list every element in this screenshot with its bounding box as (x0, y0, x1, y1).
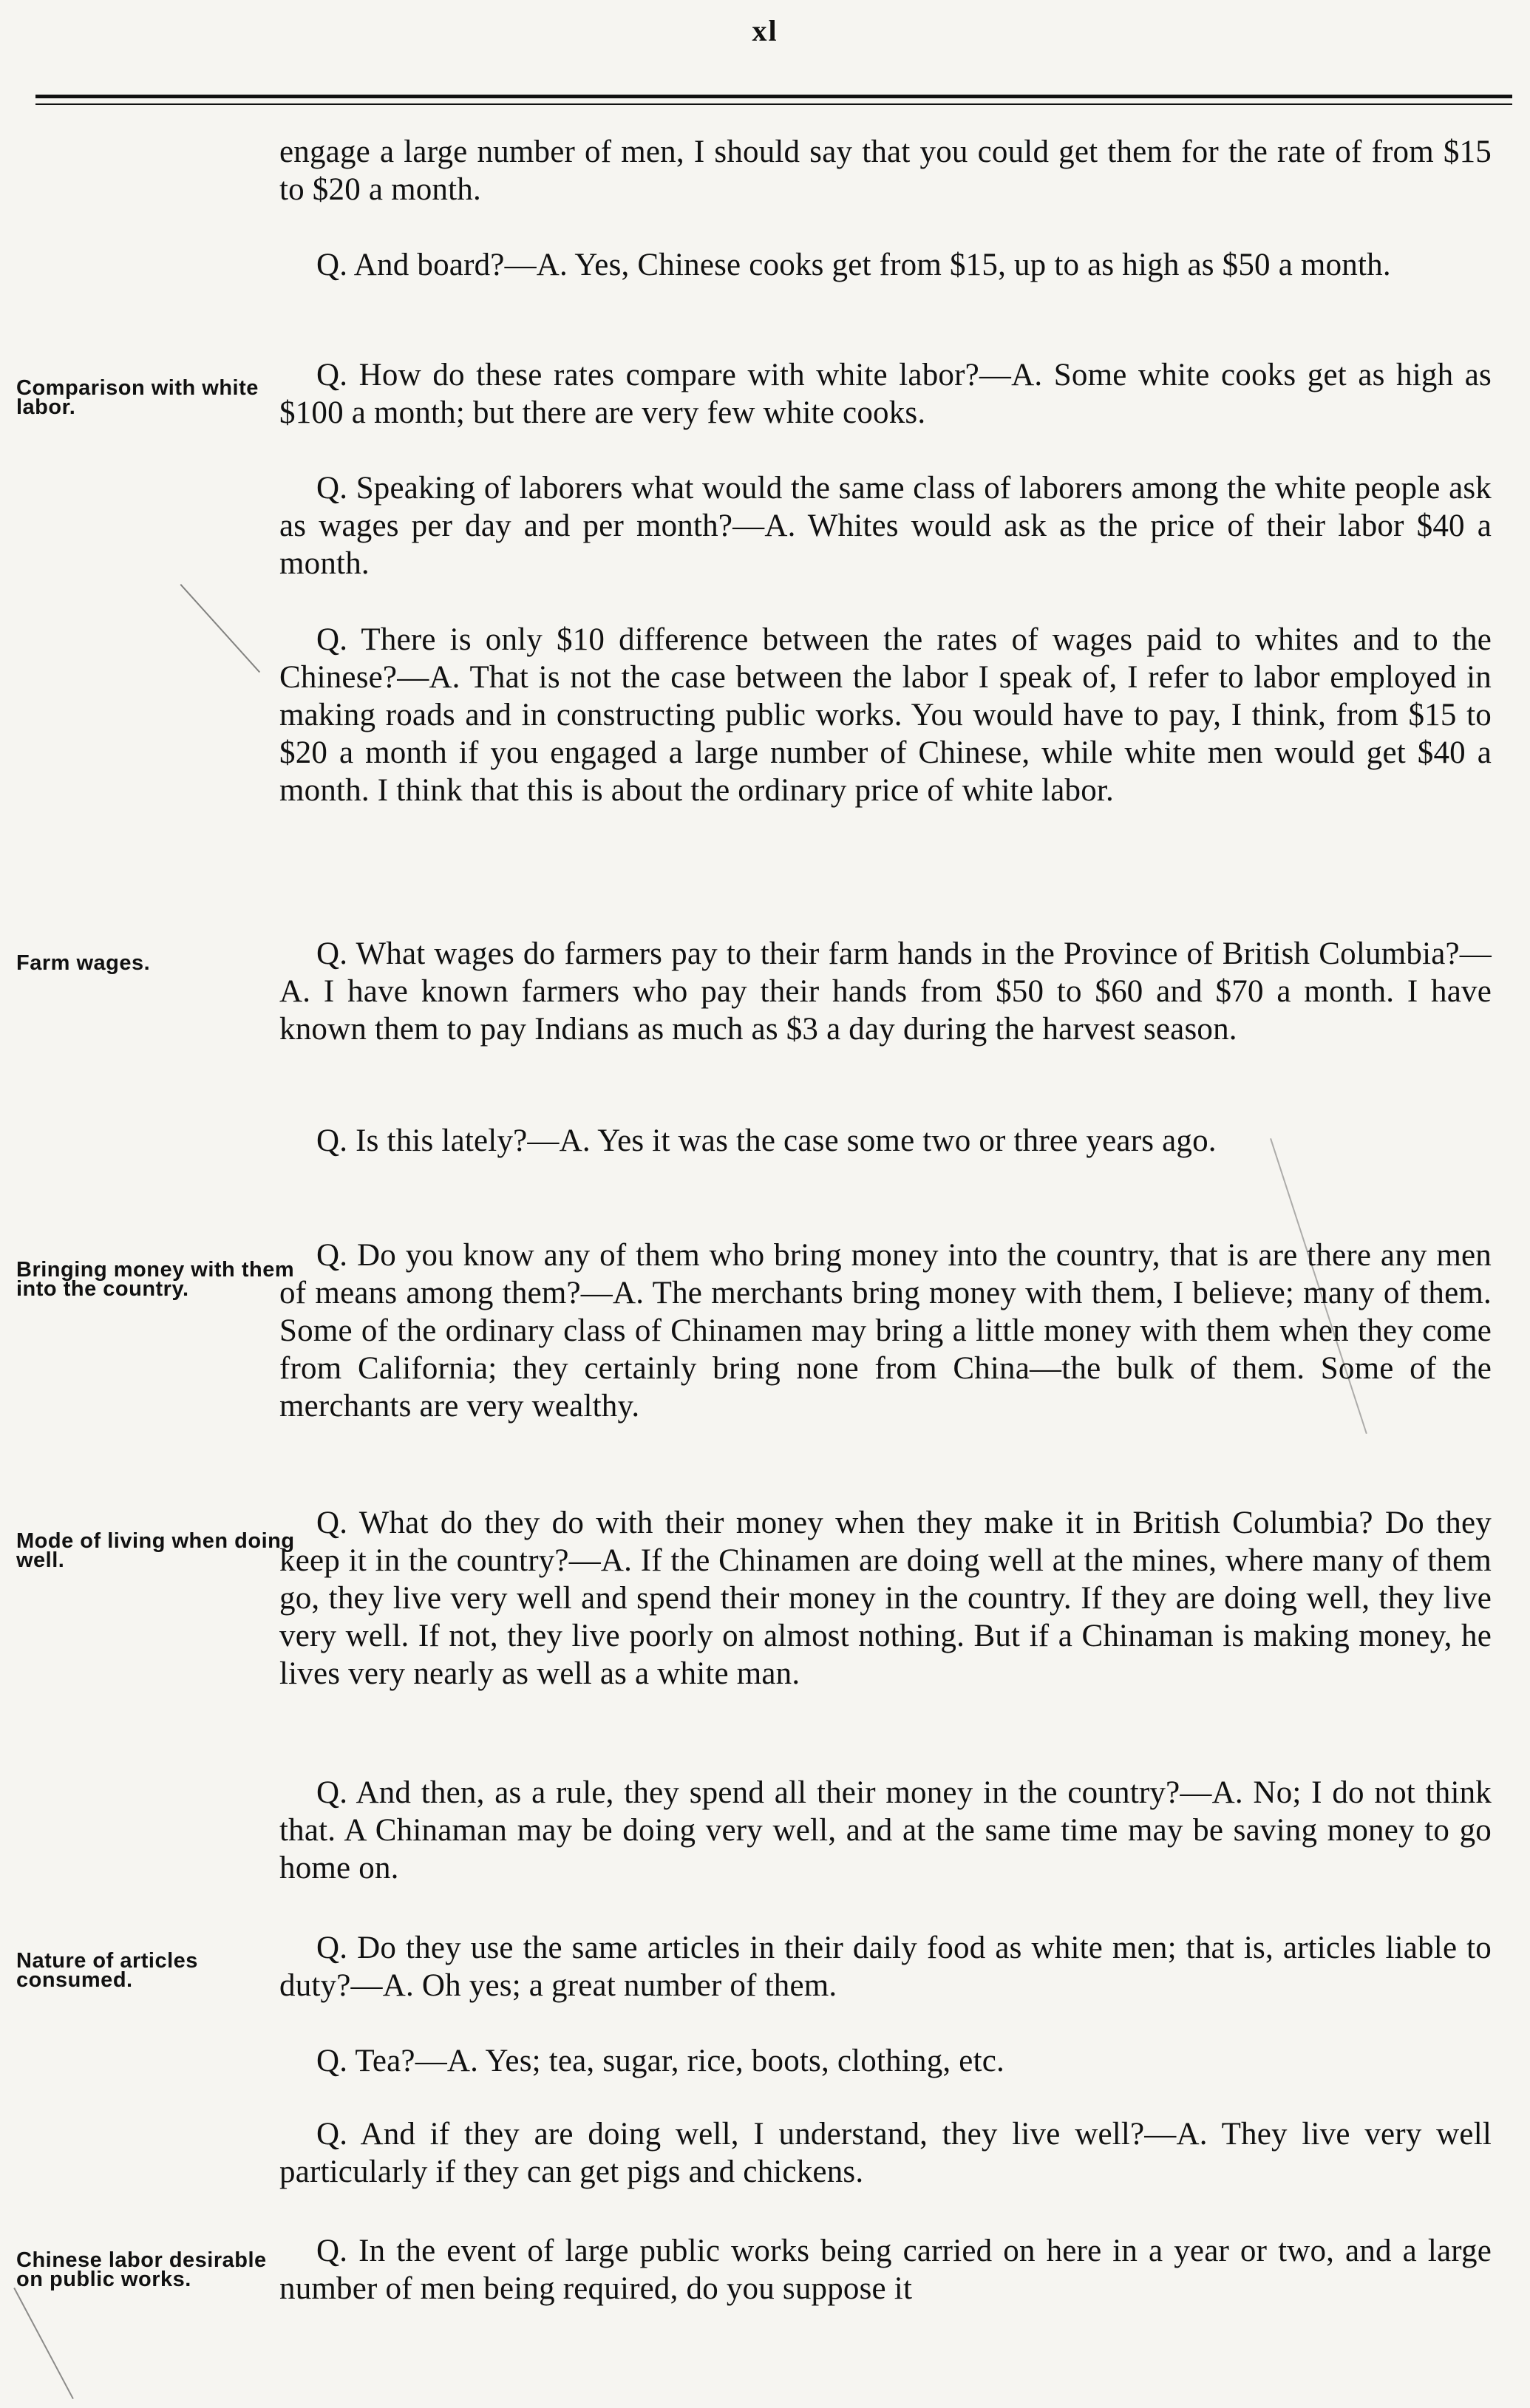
paragraph-tea: Q. Tea?—A. Yes; tea, sugar, rice, boots, clothing, etc. (316, 2044, 1004, 2078)
paragraph-farm-wages: Q. What wages do farmers pay to their farm hands in the Province of British Columbia?—A. I have known farmers who pay their hands from $50 to $60 and $70 a month. I have known them to pay Indians as much as $3 a day during the harvest season. (279, 936, 1492, 1047)
paragraph-articles-consumed: Q. Do they use the same articles in their daily food as white men; that is, articles liable to duty?—A. Oh yes; a great number of them. (279, 1931, 1492, 2003)
header-rule-thick (35, 95, 1512, 98)
margin-note-farm-wages: Farm wages. (16, 951, 151, 975)
paragraph-board: Q. And board?—A. Yes, Chinese cooks get from $15, up to as high as $50 a month. (316, 248, 1391, 282)
margin-note-mode-of-living: Mode of living when doing well. (16, 1529, 295, 1572)
header-rule-thin (35, 103, 1512, 105)
paragraph-laborers-wages: Q. Speaking of laborers what would the same class of laborers among the white people ask as wages per day and per month?—A. Whites would ask as the price of their labor $40 a month. (279, 471, 1492, 581)
paragraph-bringing-money: Q. Do you know any of them who bring money into the country, that is are there any men of means among them?—A. The merchants bring money with them, I believe; many of them. Some of the ordinary class of Chinamen may bring a little money with them when they come from California; they certainly bring none from China—the bulk of them. Some of the merchants are very wealthy. (279, 1238, 1492, 1424)
paragraph-spend-money: Q. And then, as a rule, they spend all their money in the country?—A. No; I do not think that. A Chinaman may be doing very well, and at the same time may be saving money to go home on. (279, 1775, 1492, 1885)
paragraph-mode-of-living: Q. What do they do with their money when they make it in British Columbia? Do they keep it in the country?—A. If the Chinamen are doing well at the mines, where many of them go, they live very well and spend their money in the country. If they are doing well, they live very well. If not, they live poorly on almost nothing. But if a Chinaman is making money, he lives very nearly as well as a white man. (279, 1506, 1492, 1691)
margin-note-bringing-money: Bringing money with them into the country. (16, 1258, 295, 1301)
paragraph-wage-difference: Q. There is only $10 difference between the rates of wages paid to whites and to the Chinese?—A. That is not the case between the labor I speak of, I refer to labor employed in making roads and in constructing public works. You would have to pay, I think, from $15 to $20 a month if you engaged a large number of Chinese, while white men would get $40 a month. I think that this is about the ordinary price of white labor. (279, 622, 1492, 808)
paragraph-continuation: engage a large number of men, I should say that you could get them for the rate of from $15 to $20 a month. (279, 135, 1492, 207)
paragraph-lately: Q. Is this lately?—A. Yes it was the case some two or three years ago. (316, 1123, 1217, 1158)
stray-mark (180, 584, 261, 673)
paragraph-public-works: Q. In the event of large public works being carried on here in a year or two, and a large number of men being required, do you suppose it (279, 2234, 1492, 2306)
margin-note-comparison-white-labor: Comparison with white labor. (16, 376, 259, 419)
page-number: xl (752, 14, 778, 47)
paragraph-live-well: Q. And if they are doing well, I understand, they live well?—A. They live very well particularly if they can get pigs and chickens. (279, 2117, 1492, 2189)
margin-note-articles-consumed: Nature of articles consumed. (16, 1949, 198, 1992)
margin-note-public-works: Chinese labor desirable on public works. (16, 2248, 267, 2291)
stray-mark (13, 2288, 74, 2399)
paragraph-comparison-white-labor: Q. How do these rates compare with white labor?—A. Some white cooks get as high as $100 a month; but there are very few white cooks. (279, 358, 1492, 430)
